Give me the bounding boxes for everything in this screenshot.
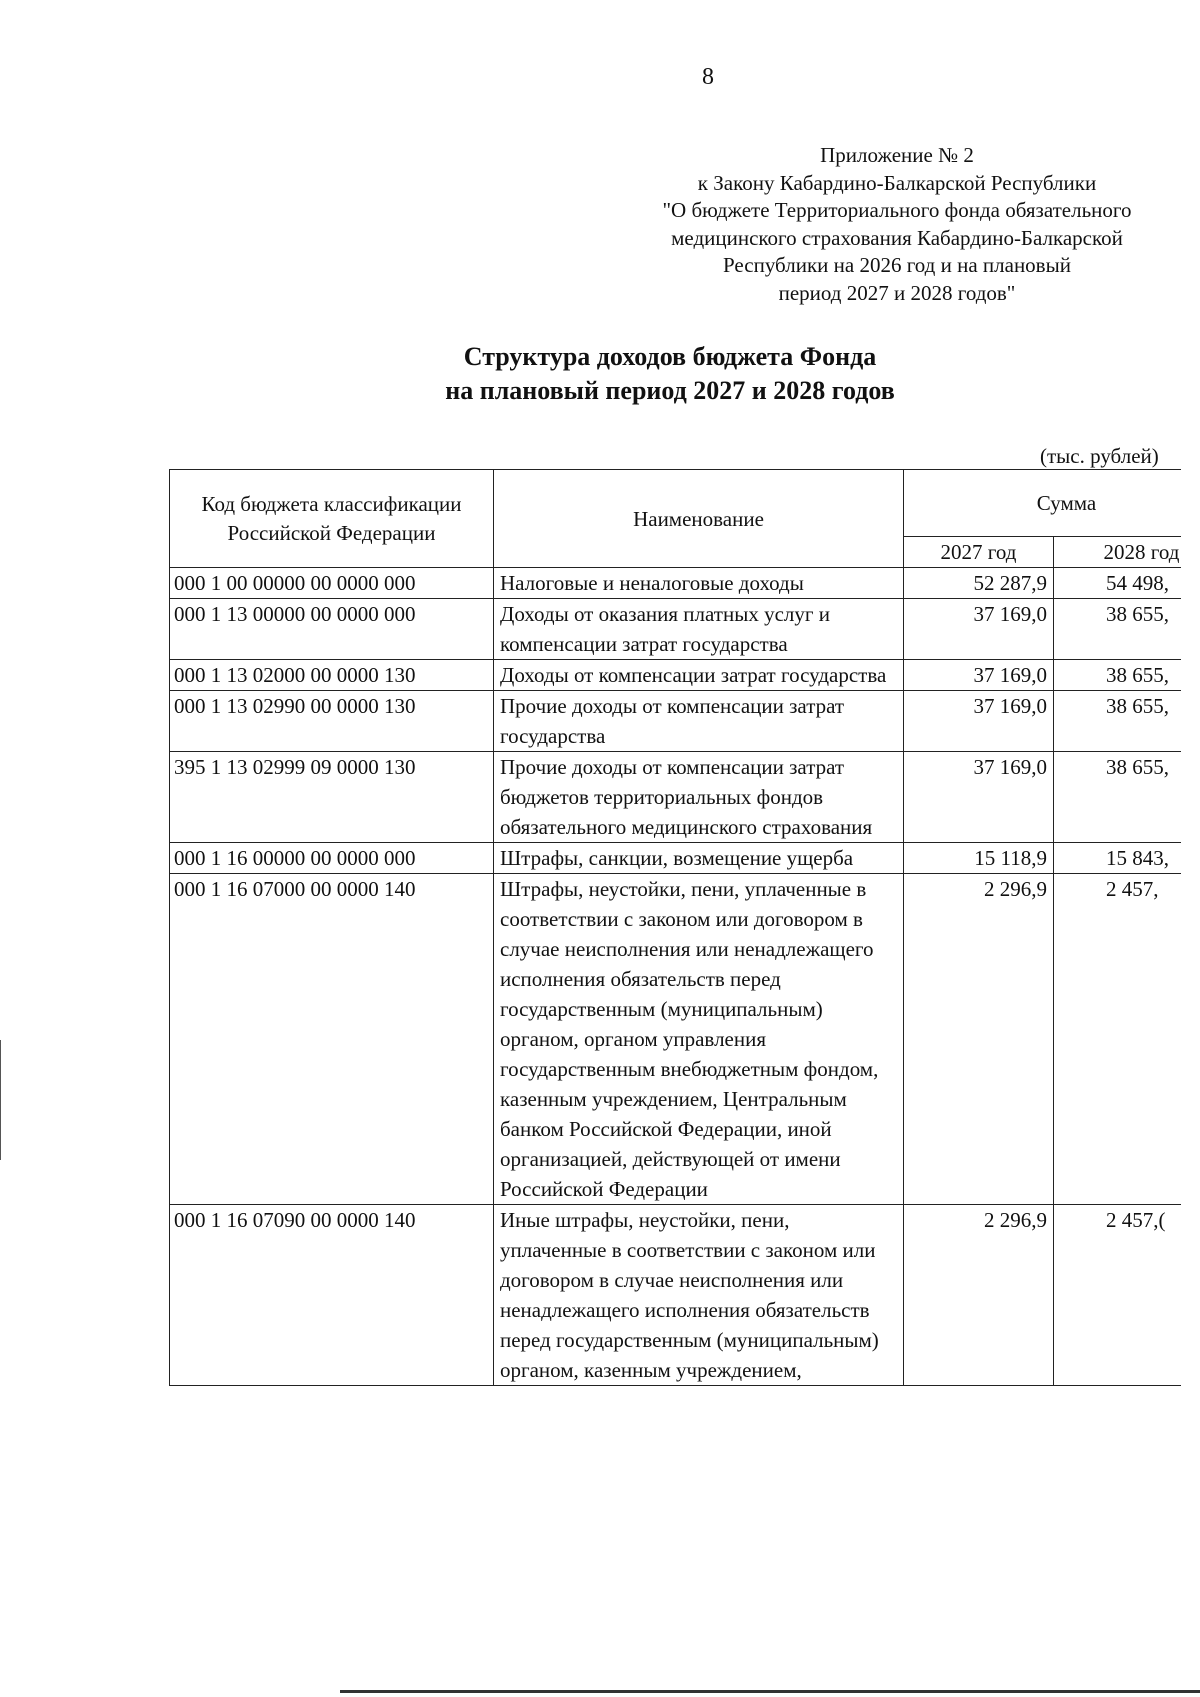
income-table-container [169,469,1181,1386]
cell-2028: 2 457, [1054,874,1182,1205]
title-line-2: на плановый период 2027 и 2028 годов [445,376,895,405]
cell-name: Налоговые и неналоговые доходы [494,568,904,599]
cell-code: 395 1 13 02999 09 0000 130 [170,752,494,843]
cell-code: 000 1 16 07090 00 0000 140 [170,1205,494,1386]
cell-code: 000 1 16 00000 00 0000 000 [170,843,494,874]
appendix-line: Приложение № 2 [820,143,974,167]
cell-name: Прочие доходы от компенсации затрат государства [494,691,904,752]
cell-2028: 38 655, [1054,660,1182,691]
table-row [170,691,1182,752]
cell-name: Штрафы, неустойки, пени, уплаченные в соответствии с законом или договором в случае неисполнения или ненадлежащего исполнения обязательств перед государственным (муниципальным) органом, органом управления государственным внебюджетным фондом, казенным учреждением, Центральным банком Российской Федерации, иной организацией, действующей от имени Российской Федерации [494,874,904,1205]
cell-2028: 38 655, [1054,599,1182,660]
cell-2027: 2 296,9 [904,874,1054,1205]
appendix-line: медицинского страхования Кабардино-Балкарской [671,225,1123,250]
cell-2028: 54 498, [1054,568,1182,599]
appendix-line: Республики на 2026 год и на плановый [723,253,1071,277]
cell-code: 000 1 00 00000 00 0000 000 [170,568,494,599]
cell-code: 000 1 13 00000 00 0000 000 [170,599,494,660]
appendix-line: период 2027 и 2028 годов" [778,280,1016,305]
header-year-2027: 2027 год [904,537,1054,568]
table-row [170,568,1182,599]
cell-code: 000 1 13 02000 00 0000 130 [170,660,494,691]
table-row [170,660,1182,691]
cell-name: Прочие доходы от компенсации затрат бюджетов территориальных фондов обязательного медицинского страхования [494,752,904,843]
cell-code: 000 1 16 07000 00 0000 140 [170,874,494,1205]
appendix-line: "О бюджете Территориального фонда обязательного [662,198,1132,222]
table-body [170,568,1182,1386]
title-line-1: Структура доходов бюджета Фонда [463,342,877,371]
units-label: (тыс. рублей) [1040,444,1159,468]
cell-2027: 37 169,0 [904,660,1054,691]
table-header-row [170,470,1182,537]
cell-2028: 15 843, [1054,843,1182,874]
cell-2028: 38 655, [1054,752,1182,843]
cell-name: Иные штрафы, неустойки, пени, уплаченные в соответствии с законом или договором в случае неисполнения или ненадлежащего исполнения обязательств перед государственным (муниципальным) органом, казенным учреждением, [494,1205,904,1386]
table-row [170,843,1182,874]
cell-2028: 38 655, [1054,691,1182,752]
cell-2027: 15 118,9 [904,843,1054,874]
cell-2028: 2 457,( [1054,1205,1182,1386]
page-number: 8 [702,64,714,90]
header-name: Наименование [494,470,904,568]
appendix-line: к Закону Кабардино-Балкарской Республики [697,170,1097,195]
document-title [300,340,1040,408]
appendix-header [612,142,1182,307]
scan-artifact-line [0,1040,1,1160]
cell-2027: 52 287,9 [904,568,1054,599]
header-sum: Сумма [904,470,1182,537]
table-row [170,599,1182,660]
header-year-2028: 2028 год [1054,537,1182,568]
table-row [170,752,1182,843]
income-structure-table [169,469,1181,1386]
scan-artifact-line [340,1690,1200,1693]
cell-name: Доходы от оказания платных услуг и компенсации затрат государства [494,599,904,660]
table-row [170,1205,1182,1386]
cell-2027: 2 296,9 [904,1205,1054,1386]
cell-2027: 37 169,0 [904,599,1054,660]
table-row [170,874,1182,1205]
cell-2027: 37 169,0 [904,752,1054,843]
cell-2027: 37 169,0 [904,691,1054,752]
cell-code: 000 1 13 02990 00 0000 130 [170,691,494,752]
header-code: Код бюджета классификации Российской Федерации [170,470,494,568]
cell-name: Штрафы, санкции, возмещение ущерба [494,843,904,874]
cell-name: Доходы от компенсации затрат государства [494,660,904,691]
